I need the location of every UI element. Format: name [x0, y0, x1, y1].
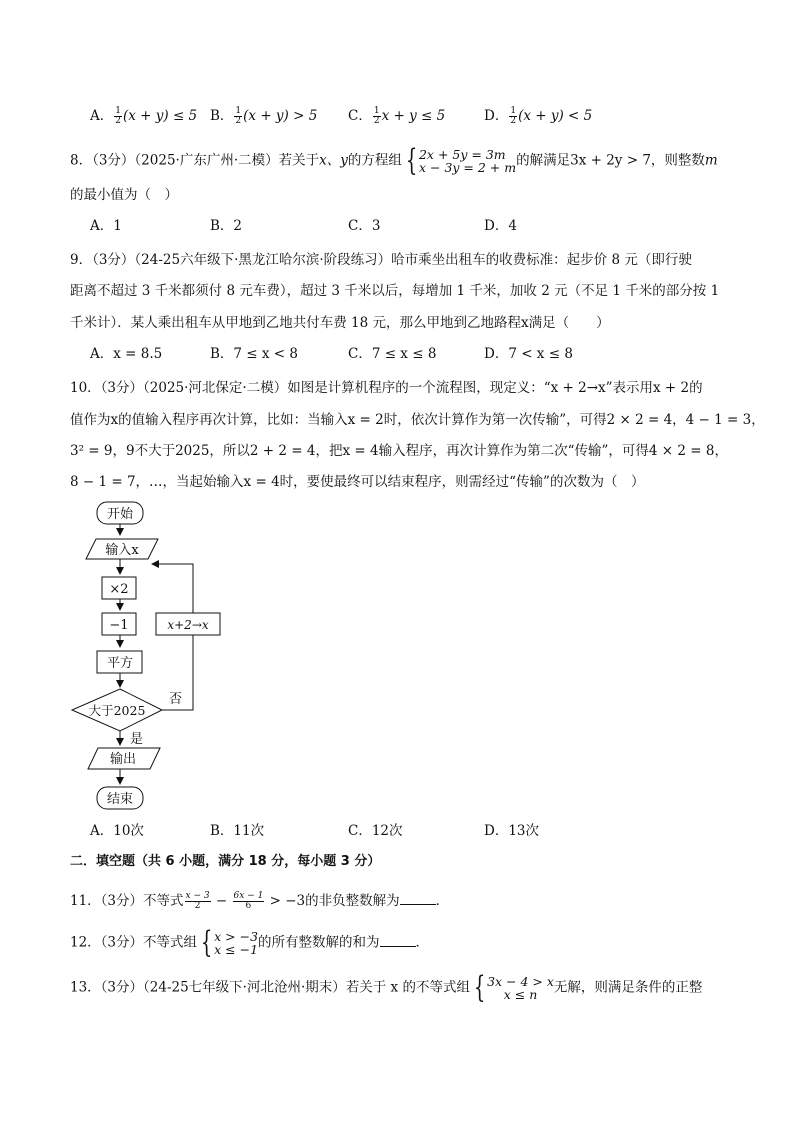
- flowchart-input-label: 输入x: [105, 543, 139, 558]
- fraction: $\frac{1}{2}$: [510, 106, 517, 126]
- equation-system: { 2x + 5y = 3m x − 3y = 2 + m: [405, 143, 517, 178]
- question-9-line-2: 距离不超过 3 千米都须付 8 元车费），超过 3 千米以后，每增加 1 千米，加收 2 元（不足 1 千米的部分按 1: [70, 283, 720, 299]
- q10-option-a: A．10次: [90, 823, 144, 839]
- flowchart-minus1-label: −1: [109, 618, 129, 633]
- fraction: $\frac{1}{2}$: [115, 106, 121, 126]
- q7-option-c: C． $\frac{1}{2}$ x + y ≤ 5: [348, 106, 446, 126]
- question-9-line-1: 9．（3分）（24-25六年级下·黑龙江哈尔滨·阶段练习）哈市乘坐出租车的收费标准：起步价 8 元（即行驶: [70, 252, 692, 268]
- q10-option-c: C．12次: [348, 823, 403, 839]
- question-12: 12．（3分）不等式组 { x > −3 x ≤ −1 的所有整数解的和为 ．: [70, 925, 430, 960]
- question-10-line-4: 8 − 1 = 7，…，当起始输入x = 4时，要使最终可以结束程序，则需经过“传输”的次数为（ ）: [70, 474, 645, 490]
- question-10-line-3: 3² = 9，9不大于2025，所以2 + 2 = 4，把x = 4输入程序，再次计算作为第二次“传输”，可得4 × 2 = 8，: [70, 443, 728, 459]
- section-2-heading: 二．填空题（共 6 小题，满分 18 分，每小题 3 分）: [70, 854, 381, 869]
- fraction: $\frac{6x - 1}{6}$: [233, 891, 264, 911]
- flowchart-end-label: 结束: [106, 792, 134, 807]
- flowchart-square-label: 平方: [106, 656, 134, 671]
- flowchart-output-label: 输出: [109, 752, 137, 767]
- question-9-line-3: 千米计）．某人乘出租车从甲地到乙地共付车费 18 元，那么甲地到乙地路程x满足（ ）: [70, 315, 610, 331]
- flowchart-start-label: 开始: [106, 507, 134, 522]
- q7-option-a: A． $\frac{1}{2}$ (x + y) ≤ 5: [90, 106, 198, 126]
- question-11: 11．（3分）不等式 $\frac{x - 3}{2}$ − $\frac{6x - 1}{6}$ > −3的非负整数解为 ．: [70, 891, 450, 911]
- answer-blank[interactable]: [380, 932, 416, 947]
- q10-option-d: D．13次: [484, 823, 540, 839]
- q7-option-d: D． $\frac{1}{2}$ (x + y) < 5: [484, 106, 593, 126]
- flowchart-decision-label: 大于2025: [88, 703, 146, 718]
- flowchart: [60, 495, 260, 820]
- fraction: $\frac{x - 3}{2}$: [185, 891, 210, 911]
- q8-option-b: B．2: [210, 218, 243, 234]
- q9-option-a: A．x = 8.5: [90, 346, 163, 362]
- question-8-line-1: 8．（3分）（2025·广东广州·二模）若关于x、y的方程组 { 2x + 5y = 3m x − 3y = 2 + m 的解满足3x + 2y > 7，则整数m: [70, 143, 718, 178]
- flowchart-yes-label: 是: [130, 732, 144, 747]
- q10-option-b: B．11次: [210, 823, 265, 839]
- q9-option-c: C．7 ≤ x ≤ 8: [348, 346, 437, 362]
- q9-option-d: D．7 < x ≤ 8: [484, 346, 573, 362]
- question-13: 13．（3分）（24-25七年级下·河北沧州·期末）若关于 x 的不等式组 { 3x − 4 > x x ≤ n 无解，则满足条件的正整: [70, 970, 703, 1005]
- fraction: $\frac{1}{2}$: [373, 106, 380, 126]
- q8-option-c: C．3: [348, 218, 381, 234]
- inequality-system: { x > −3 x ≤ −1: [200, 925, 259, 960]
- answer-blank[interactable]: [400, 890, 436, 905]
- q8-option-d: D．4: [484, 218, 517, 234]
- question-10-line-1: 10．（3分）（2025·河北保定·二模）如图是计算机程序的一个流程图，现定义：“x + 2→x”表示用x + 2的: [70, 380, 703, 396]
- q9-option-b: B．7 ≤ x < 8: [210, 346, 299, 362]
- fraction: $\frac{1}{2}$: [235, 106, 242, 126]
- flowchart-no-label: 否: [169, 692, 183, 707]
- inequality-system: { 3x − 4 > x x ≤ n: [473, 970, 554, 1005]
- q8-option-a: A．1: [90, 218, 122, 234]
- question-10-line-2: 值作为x的值输入程序再次计算，比如：当输入x = 2时，依次计算作为第一次传输”，可得2 × 2 = 4，4 − 1 = 3，: [70, 412, 765, 428]
- q7-option-b: B． $\frac{1}{2}$ (x + y) > 5: [210, 106, 318, 126]
- question-8-line-2: 的最小值为（ ）: [70, 187, 178, 203]
- flowchart-times2-label: ×2: [109, 582, 129, 597]
- flowchart-loop-label: x+2→x: [167, 618, 209, 632]
